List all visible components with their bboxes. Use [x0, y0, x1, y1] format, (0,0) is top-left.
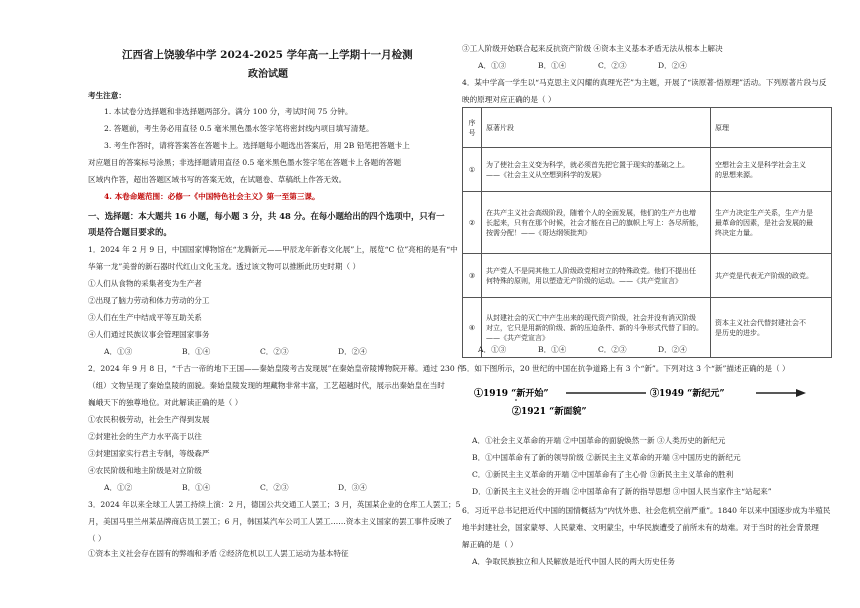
source-table — [462, 107, 832, 358]
q2-item: ③封建国家实行君主专制，等级森严 — [88, 449, 210, 458]
q3-option-d[interactable]: D．②④ — [658, 61, 687, 70]
q3-option-b[interactable]: B．①④ — [538, 61, 567, 70]
q3-stem: 月，美国马里兰州某品牌商店员工罢工；6 月，韩国某汽车公司工人罢工……资本主义国家的罢工事件反映了 — [88, 517, 453, 526]
q1-item: ③人们在生产中结成平等互助关系 — [88, 313, 202, 322]
timeline-label-1921: ②1921 “新面貌” — [512, 407, 587, 417]
q1-option-a[interactable]: A．①③ — [104, 347, 133, 356]
q6-stem: 地半封建社会，国家蒙辱、人民蒙难、文明蒙尘，中华民族遭受了前所未有的劫难。对于当时的社会背景理 — [462, 523, 819, 532]
q2-stem: （组）文物呈现了秦始皇陵的面貌。秦始皇陵发现的埋藏物非常丰富，工艺超越时代，展示出秦始皇在当时 — [88, 381, 445, 390]
q2-option-c[interactable]: C．②③ — [260, 483, 289, 492]
row-text: 在共产主义社会高级阶段，随着个人的全面发展，他们的生产力也增 长起来，只有在那个时候，社会才能在自己的旗帜上写上：各尽所能， 按需分配！——《哥达纲领批判》 — [482, 192, 711, 254]
notice-line: 1. 本试卷分选择题和非选择题两部分。满分 100 分，考试时间 75 分钟。 — [104, 107, 353, 116]
scope-notice: 4. 本卷命题范围：必修一《中国特色社会主义》第一至第三课。 — [104, 192, 320, 201]
row-no: ① — [463, 148, 482, 192]
row-principle: 空想社会主义是科学社会主义 的思想来源。 — [711, 148, 832, 192]
q3-option-a[interactable]: A．①③ — [478, 61, 507, 70]
q1-option-c[interactable]: C．②③ — [260, 347, 289, 356]
q2-item: ②封建社会的生产力水平高于以往 — [88, 432, 202, 441]
q5-option-c[interactable]: C．①新民主主义革命的开端 ②中国革命有了主心骨 ③新民主主义革命的胜利 — [472, 470, 734, 479]
q5-stem: 5．如下图所示，20 世纪的中国在抗争道路上有 3 个“新”。下列对这 3 个“新”描述正确的是（ ） — [462, 364, 790, 373]
row-text: 为了使社会主义变为科学，就必须首先把它置于现实的基础之上。 ——《社会主义从空想到科学的发展》 — [482, 148, 711, 192]
notice-line: 对应题目的答案标号涂黑；非选择题请用直径 0.5 毫米黑色墨水签字笔在答题卡上各题的答题 — [88, 158, 402, 167]
q3-option-c[interactable]: C．②③ — [598, 61, 627, 70]
timeline-label-1949: ③1949 “新纪元” — [650, 389, 725, 399]
q4-option-a[interactable]: A．①③ — [478, 345, 507, 354]
q2-stem: 巍峨天下的独尊地位。对此解读正确的是（ ） — [88, 398, 243, 407]
notice-line: 区域内作答，超出答题区域书写的答案无效，在试题卷、草稿纸上作答无效。 — [88, 175, 347, 184]
q1-option-d[interactable]: D．②④ — [338, 347, 367, 356]
section-heading: 一、选择题：本大题共 16 小题，每小题 3 分，共 48 分。在每小题给出的四个选项中，只有一 — [88, 211, 445, 221]
timeline-arrow-icon — [796, 389, 806, 397]
table-header-row — [463, 108, 832, 148]
header-principle: 原理 — [711, 108, 832, 148]
q6-stem: 解正确的是（ ） — [462, 540, 518, 549]
q2-option-d[interactable]: D．③④ — [338, 483, 367, 492]
exam-title: 江西省上饶骏华中学 2024-2025 学年高一上学期十一月检测 — [122, 49, 413, 61]
q4-stem: 4．某中学高一学生以“马克思主义闪耀的真理光芒”为主题，开展了“读原著·悟原理”活动。下列原著片段与反 — [462, 78, 827, 87]
timeline-diagram — [470, 383, 810, 419]
timeline-label-1919: ①1919 “新开始” — [474, 389, 549, 399]
q3-stem: 3．2024 年以来全球工人罢工持续上演：2 月，德国公共交通工人罢工；3 月，英国某企业的仓库工人罢工；5 — [88, 500, 461, 509]
notice-heading: 考生注意： — [88, 91, 126, 100]
q4-option-c[interactable]: C．②③ — [598, 345, 627, 354]
table-row — [463, 298, 832, 358]
exam-subtitle: 政治试题 — [248, 69, 288, 80]
q1-option-b[interactable]: B．①④ — [182, 347, 211, 356]
q3-item: ①资本主义社会存在固有的弊端和矛盾 ②经济危机以工人罢工运动为基本特征 — [88, 549, 349, 558]
q2-option-b[interactable]: B．①④ — [182, 483, 211, 492]
q3-stem: （ ） — [88, 534, 106, 543]
q5-option-d[interactable]: D．①新民主主义社会的开端 ②中国革命有了新的指导思想 ③中国人民当家作主“站起来” — [472, 487, 772, 496]
q2-item: ①农民积极劳动，社会生产得到发展 — [88, 415, 210, 424]
q4-stem: 映的原理对应正确的是（ ） — [462, 95, 556, 104]
row-principle: 资本主义社会代替封建社会不 是历史的进步。 — [711, 298, 832, 358]
q2-stem: 2．2024 年 9 月 8 日，“千古一帝的地下王国——秦始皇陵考古发现展”在秦始皇帝陵博物院开幕。通过 230 件 — [88, 364, 465, 373]
q5-option-b[interactable]: B．①中国革命有了新的领导阶级 ②新民主主义革命的开端 ③中国历史的新纪元 — [472, 453, 741, 462]
row-text: 共产党人不是同其他工人阶级政党相对立的特殊政党。他们不提出任 何特殊的原则，用以塑造无产阶级的运动。——《共产党宣言》 — [482, 254, 711, 298]
section-heading-cont: 项是符合题目要求的。 — [88, 227, 172, 237]
q3-item: ③工人阶级开始联合起来反抗资产阶级 ④资本主义基本矛盾无法从根本上解决 — [462, 44, 723, 53]
row-text: 从封建社会的灭亡中产生出来的现代资产阶级，社会并没有消灭阶级 对立，它只是用新的阶级、新的压迫条件、新的斗争形式代替了旧的。 ——《共产党宣言》 — [482, 298, 711, 358]
q1-stem: 1．2024 年 2 月 9 日，中国国家博物馆在“龙腾新元——甲辰龙年新春文化展”上，展览“C 位”亮相的是有“中 — [88, 245, 458, 254]
q1-item: ④人们通过民族议事会管理国家事务 — [88, 330, 210, 339]
q2-item: ④农民阶级和地主阶级是对立阶级 — [88, 466, 202, 475]
q2-option-a[interactable]: A．①② — [104, 483, 133, 492]
header-no: 序号 — [463, 108, 482, 148]
q1-item: ②出现了脑力劳动和体力劳动的分工 — [88, 296, 210, 305]
q1-item: ①人们从食物的采集者变为生产者 — [88, 279, 202, 288]
row-no: ④ — [463, 298, 482, 358]
q4-option-b[interactable]: B．①④ — [538, 345, 567, 354]
row-principle: 共产党是代表无产阶级的政党。 — [711, 254, 832, 298]
notice-line: 2. 答题前，考生务必用直径 0.5 毫米黑色墨水签字笔将密封线内项目填写清楚。 — [104, 124, 374, 133]
q6-stem: 6．习近平总书记把近代中国的国情概括为“内忧外患、社会危机空前严重”。1840 年以来中国逐步成为半殖民 — [462, 506, 831, 515]
q6-option-a[interactable]: A．争取民族独立和人民解放是近代中国人民的两大历史任务 — [472, 557, 675, 566]
row-no: ② — [463, 192, 482, 254]
q1-stem: 华第一龙”美誉的新石器时代红山文化玉龙。透过该文物可以推断此历史时期（ ） — [88, 262, 361, 271]
notice-line: 3. 考生作答时，请将答案答在答题卡上。选择题每小题选出答案后，用 2B 铅笔把答题卡上 — [104, 141, 410, 150]
table-row — [463, 148, 832, 192]
q5-option-a[interactable]: A．①社会主义革命的开端 ②中国革命的面貌焕然一新 ③人类历史的新纪元 — [472, 436, 726, 445]
table-row — [463, 192, 832, 254]
table-row — [463, 254, 832, 298]
header-text: 原著片段 — [482, 108, 711, 148]
q4-option-d[interactable]: D．②④ — [658, 345, 687, 354]
row-principle: 生产力决定生产关系，生产力是 最革命的因素，是社会发展的最 终决定力量。 — [711, 192, 832, 254]
row-no: ③ — [463, 254, 482, 298]
